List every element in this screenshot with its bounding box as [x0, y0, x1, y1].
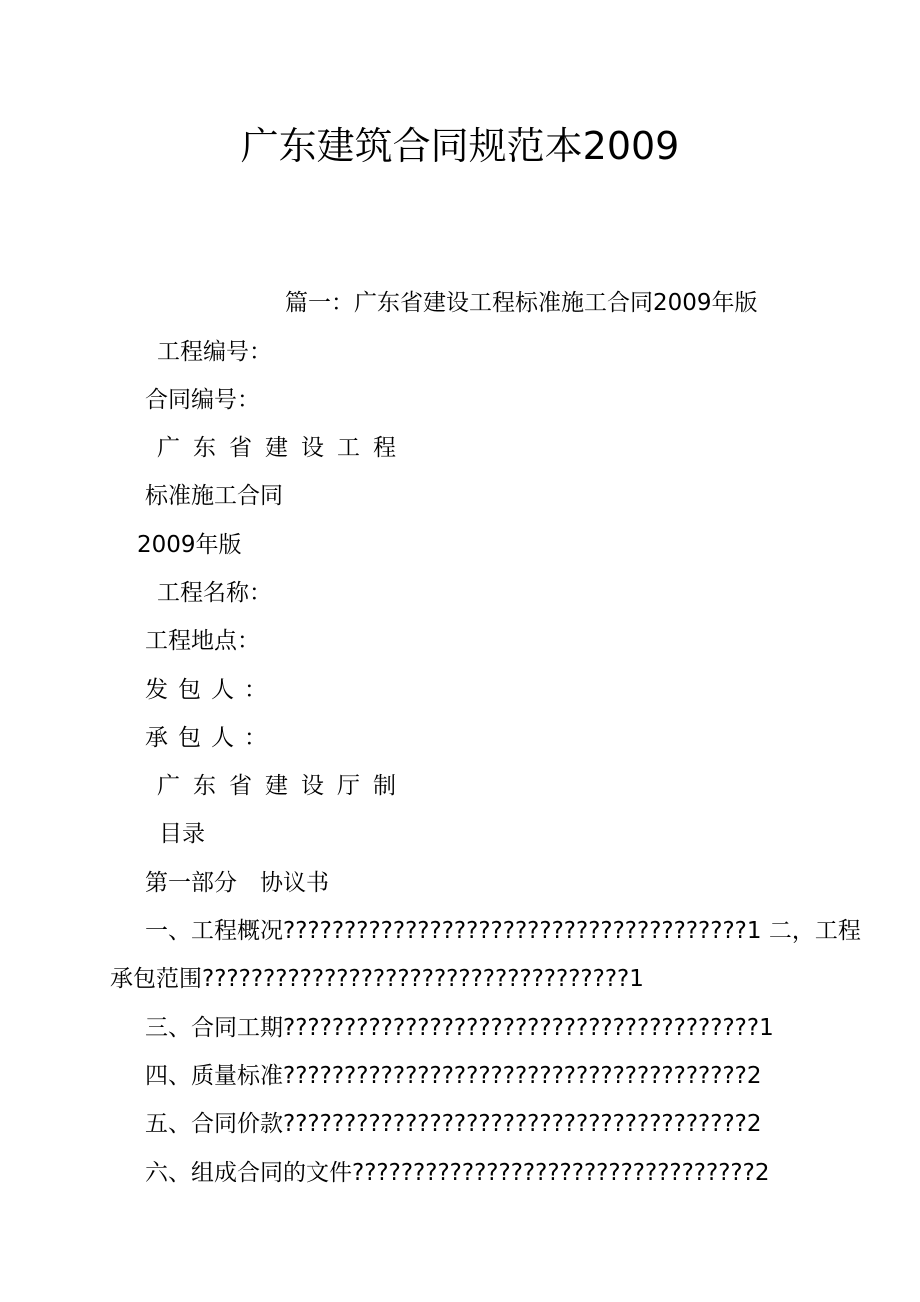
toc-heading: 目录 [159, 821, 205, 847]
project-number-label: 工程编号： [157, 339, 272, 365]
project-name-label: 工程名称： [157, 580, 272, 606]
issuer-line-2: 标准施工合同 [145, 483, 283, 509]
document-subtitle: 篇一：广东省建设工程标准施工合同2009年版 [285, 290, 758, 316]
toc-entry: 五、合同价款??????????????????????????????????????2 [145, 1111, 762, 1137]
toc-entry: 六、组成合同的文件?????????????????????????????????2 [145, 1160, 770, 1186]
employer-label: 发包人： [145, 677, 277, 703]
document-title: 广东建筑合同规范本2009 [240, 124, 680, 168]
project-location-label: 工程地点： [145, 628, 260, 654]
made-by-label: 广东省建设厅制 [157, 773, 409, 799]
toc-part-one: 第一部分 协议书 [145, 870, 329, 896]
toc-entry: 四、质量标准??????????????????????????????????????2 [145, 1063, 762, 1089]
toc-entry: 三、合同工期???????????????????????????????????????1 [145, 1015, 774, 1041]
toc-entry: 承包范围???????????????????????????????????1 [110, 966, 644, 992]
contract-number-label: 合同编号： [145, 387, 260, 413]
toc-entry: 一、工程概况??????????????????????????????????????1 二，工程 [145, 918, 861, 944]
contractor-label: 承包人： [145, 725, 277, 751]
issuer-line-1: 广东省建设工程 [157, 435, 409, 461]
edition-label: 2009年版 [137, 532, 242, 558]
